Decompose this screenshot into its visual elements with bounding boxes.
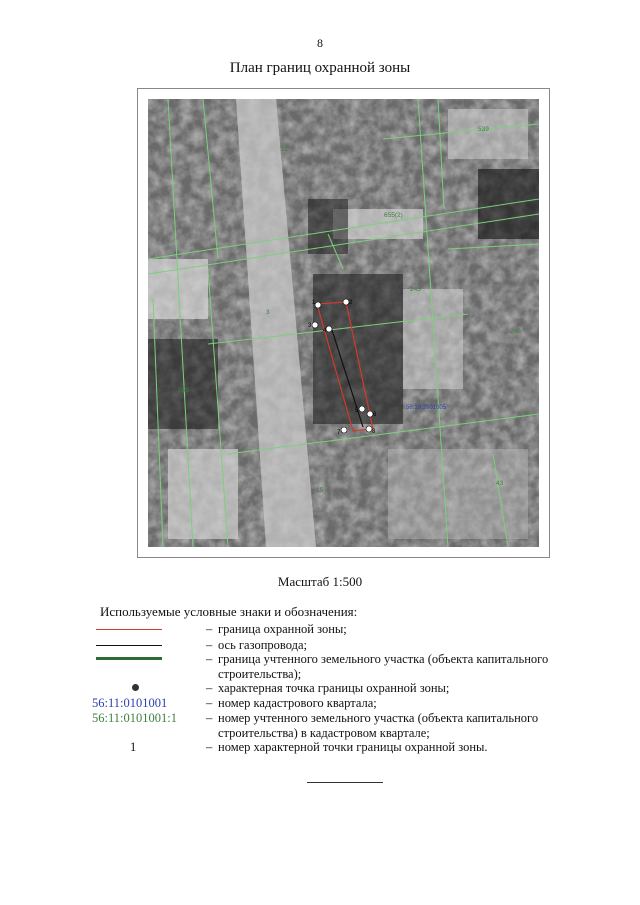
green-line-icon (96, 657, 162, 660)
point-label: 7 (337, 430, 341, 436)
roof-left (148, 259, 208, 319)
dot-icon (132, 684, 139, 691)
parcel-number: 3 (266, 309, 270, 316)
dark-block-upper (308, 199, 348, 254)
boundary-point-1 (315, 302, 321, 308)
map-image (148, 99, 539, 547)
quarter-number-label: 56:18:3901005 (406, 405, 447, 411)
point-label: 1 (312, 300, 316, 306)
legend-dash: – (206, 622, 213, 636)
red-line-icon (96, 629, 162, 630)
roof-top-right (448, 109, 528, 159)
parcel-number: 539 (478, 126, 489, 133)
parcel-number: 655(2) (384, 212, 403, 219)
map-scale: Масштаб 1:500 (277, 574, 363, 589)
legend-dash: – (206, 652, 213, 666)
legend-text: номер учтенного земельного участка (объекта капитального строительства) в кадастровом квартале; (218, 711, 539, 740)
dark-block-center (313, 274, 403, 424)
page-number: 8 (317, 36, 323, 50)
dark-block-left (148, 339, 218, 429)
legend-dash: – (206, 681, 213, 695)
point-label: 5 (355, 408, 359, 414)
legend-text: граница учтенного земельного участка (объекта капитального строительства); (218, 652, 549, 681)
legend-symbol (92, 652, 174, 667)
boundary-point-7 (341, 427, 347, 433)
parcel-number: 246 (510, 328, 521, 335)
legend-title: Используемые условные знаки и обозначения: (100, 604, 358, 619)
legend-text: ось газопровода; (218, 638, 308, 652)
point-label: 4 (323, 328, 327, 334)
roof-right (403, 289, 463, 389)
roof-bottom-left (168, 449, 238, 539)
legend-symbol (92, 681, 174, 696)
legend-text: граница охранной зоны; (218, 622, 347, 636)
footer-divider (307, 782, 383, 783)
boundary-point-4 (326, 326, 332, 332)
boundary-point-5 (359, 406, 365, 412)
legend-symbol (92, 622, 174, 637)
page-title: План границ охранной зоны (229, 60, 411, 76)
legend-symbol (92, 711, 177, 726)
legend-symbol (92, 740, 174, 755)
legend-text: характерная точка границы охранной зоны; (218, 681, 450, 695)
boundary-point-3 (312, 322, 318, 328)
parcel-number: 15 (316, 487, 324, 494)
point-label: 2 (349, 300, 353, 306)
legend-symbol (92, 696, 174, 711)
legend-symbol (92, 638, 174, 653)
black-line-icon (96, 645, 162, 646)
parcel-number: 555 (178, 387, 189, 394)
quarter-number-sample: 56:11:0101001 (92, 696, 168, 710)
point-number-sample: 1 (130, 740, 137, 754)
parcel-number: 43 (496, 480, 504, 487)
yard-bottom-right (388, 449, 528, 539)
legend-dash: – (206, 638, 213, 652)
parcel-number-sample: 56:11:0101001:1 (92, 711, 177, 725)
legend-text: номер характерной точки границы охранной зоны. (218, 740, 488, 754)
parcel-number: 245 (410, 286, 421, 293)
legend-text: номер кадастрового квартала; (218, 696, 377, 710)
map-frame (137, 88, 550, 558)
point-label: 6 (373, 412, 377, 418)
point-label: 8 (372, 429, 376, 435)
legend-dash: – (206, 711, 213, 725)
legend-dash: – (206, 696, 213, 710)
legend-dash: – (206, 740, 213, 754)
parcel-number: 11 (281, 146, 288, 153)
point-label: 3 (308, 323, 312, 329)
